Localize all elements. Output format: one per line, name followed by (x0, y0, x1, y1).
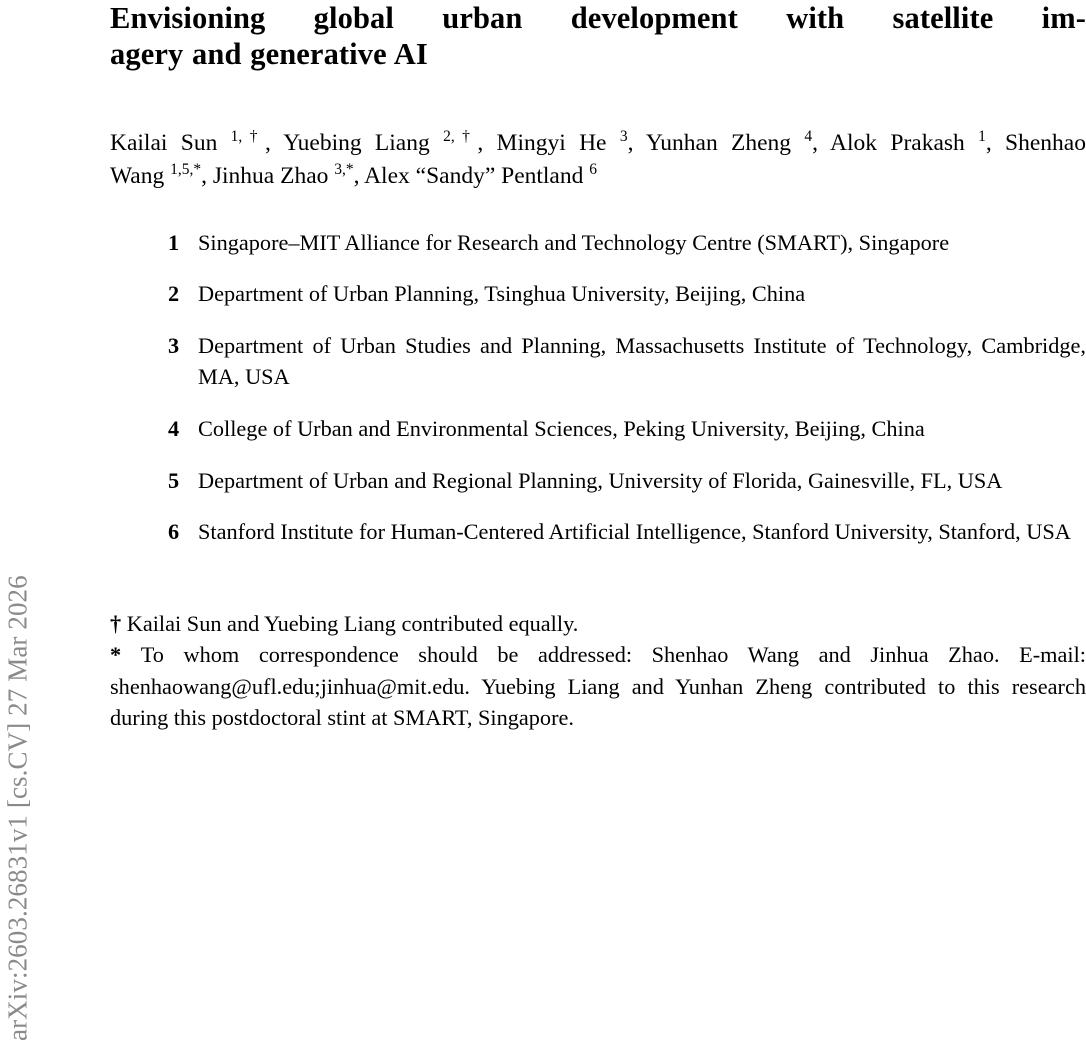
affiliation-item (140, 278, 1086, 309)
page-title-line-2: agery and generative AI (110, 36, 428, 71)
author-name-alex-pentland: , Alex “Sandy” Pentland (353, 163, 590, 190)
affiliation-list (110, 194, 1086, 548)
paper-front-matter (110, 0, 1086, 733)
author-list (110, 73, 1086, 194)
footnote-equal-contribution (110, 608, 1086, 639)
footnote-text: To whom correspondence should be addressed: Shenhao Wang and Jinhua Zhao. E-mail: shenhaowang@ufl.edu;jinhua@mit.edu. Yuebing Liang and Yunhan Zheng contributed to this research during this postdoctoral stint at SMART, Singapore. (110, 642, 1086, 730)
author-name-yuebing-liang: , Yuebing Liang (264, 129, 444, 156)
affiliation-item (140, 465, 1086, 496)
footnote-marker-asterisk: * (110, 642, 141, 668)
affiliation-text: Stanford Institute for Human-Centered Artificial Intelligence, Stanford University, Stanford, USA (198, 519, 1071, 545)
affiliation-item (140, 516, 1086, 547)
author-affiliation-marker: 2,† (443, 128, 478, 146)
footnote-block (110, 568, 1086, 733)
author-name-kailai-sun: Kailai Sun (110, 129, 231, 156)
author-name-shenhao-partial: , Shenhao (985, 129, 1086, 156)
author-name-shenhao-wang: Wang (110, 163, 171, 190)
affiliation-number: 6 (168, 519, 180, 545)
affiliation-text: Department of Urban Planning, Tsinghua University, Beijing, China (198, 281, 806, 307)
arxiv-stamp-text: arXiv:2603.26831v1 [cs.CV] 27 Mar 2026 (2, 575, 33, 1041)
affiliation-number: 3 (168, 333, 180, 359)
affiliation-text: Department of Urban Studies and Planning, Massachusetts Institute of Technology, Cambridge, MA, USA (198, 333, 1086, 390)
affiliation-number: 2 (168, 281, 180, 307)
page-title-line-1: Envisioning global urban development with satellite im- (110, 1, 1086, 35)
author-list-line-2 (110, 160, 1086, 193)
author-list-line-1 (110, 127, 1086, 160)
author-name-yunhan-zheng: , Yunhan Zheng (627, 129, 805, 156)
footnote-text: Kailai Sun and Yuebing Liang contributed equally. (126, 611, 579, 637)
author-affiliation-marker: 4 (804, 128, 813, 146)
footnote-correspondence (110, 639, 1086, 733)
author-affiliation-marker: 1,† (230, 128, 265, 146)
affiliation-number: 1 (168, 229, 180, 255)
affiliation-number: 4 (168, 416, 180, 441)
author-affiliation-marker: 3 (619, 128, 628, 146)
affiliation-item (140, 330, 1086, 392)
affiliation-number: 5 (168, 467, 180, 493)
affiliation-item (140, 227, 1086, 258)
affiliation-text: Singapore–MIT Alliance for Research and Technology Centre (SMART), Singapore (198, 229, 950, 255)
author-name-mingyi-he: , Mingyi He (477, 129, 620, 156)
affiliation-item (140, 413, 1086, 444)
arxiv-stamp (0, 0, 44, 1041)
affiliation-text: College of Urban and Environmental Sciences, Peking University, Beijing, China (198, 416, 925, 441)
author-affiliation-marker: 3,* (334, 161, 354, 179)
author-affiliation-marker: 1 (978, 128, 986, 146)
page-title (110, 0, 1086, 73)
author-affiliation-marker: 6 (589, 161, 597, 179)
author-affiliation-marker: 1,5,* (170, 161, 202, 179)
author-name-alok-prakash: , Alok Prakash (812, 129, 979, 156)
affiliation-text: Department of Urban and Regional Planning, University of Florida, Gainesville, FL, USA (198, 467, 1003, 493)
author-name-jinhua-zhao: , Jinhua Zhao (201, 163, 335, 190)
footnote-marker-dagger: † (110, 611, 127, 637)
